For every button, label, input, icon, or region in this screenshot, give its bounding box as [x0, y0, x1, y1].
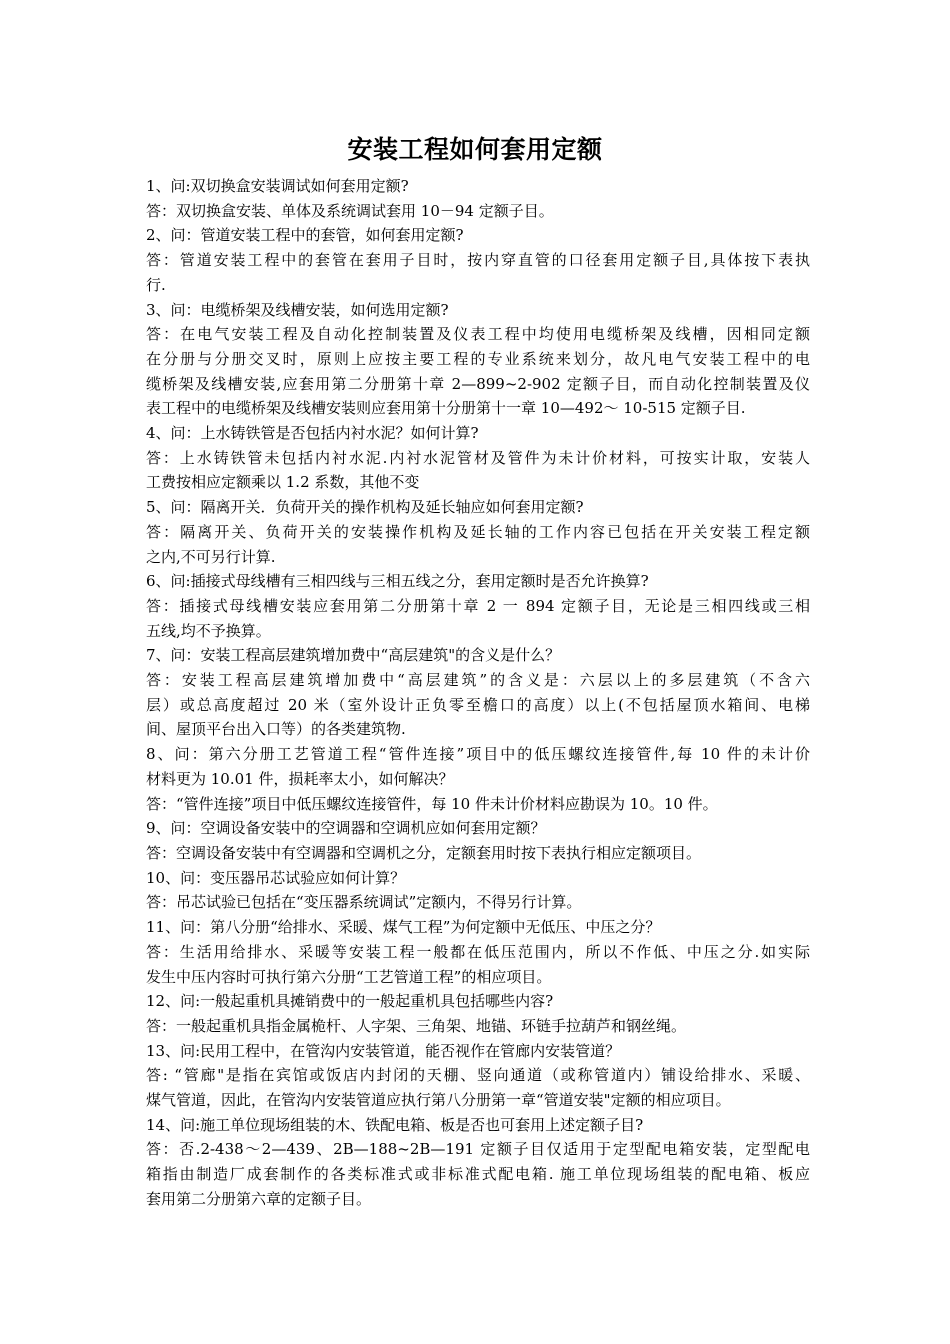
text-line: 煤气管道，因此，在管沟内安装管道应执行第八分册第一章“管道安装"定额的相应项目。 — [146, 1091, 731, 1110]
text-line: 答：吊芯试验已包括在“变压器系统调试”定额内，不得另行计算。 — [146, 893, 582, 912]
text-line: 答：上水铸铁管未包括内衬水泥.内衬水泥管材及管件为未计价材料，可按实计取，安装人 — [146, 448, 810, 467]
text-line: 10、问：变压器吊芯试验应如何计算？ — [146, 868, 406, 887]
text-line: 答：安装工程高层建筑增加费中“高层建筑”的含义是：六层以上的多层建筑（不含六 — [146, 671, 810, 690]
text-line: 层）或总高度超过 20 米（室外设计正负零至檐口的高度）以上(不包括屋顶水箱间、电梯 — [146, 695, 810, 714]
text-line: 表工程中的电缆桥架及线槽安装则应套用第十分册第十一章 10—492～ 10-515 定额子目. — [146, 399, 746, 418]
text-line: 答：隔离开关、负荷开关的安装操作机构及延长轴的工作内容已包括在开关安装工程定额 — [146, 522, 810, 541]
text-line: 间、屋顶平台出入口等）的各类建筑物. — [146, 720, 406, 739]
document-body — [146, 174, 810, 1212]
text-line: 缆桥架及线槽安装,应套用第二分册第十章 2—899~2-902 定额子目，而自动化控制装置及仪 — [146, 374, 810, 393]
document-title: 安装工程如何套用定额 — [347, 135, 603, 164]
text-line: 11、问：第八分册“给排水、采暖、煤气工程”为何定额中无低压、中压之分？ — [146, 918, 661, 937]
text-line: 答：“管件连接”项目中低压螺纹连接管件，每 10 件未计价材料应勘误为 10。10 件。 — [146, 794, 718, 813]
text-line: 答: “管廊"是指在宾馆或饭店内封闭的天棚、竖向通道（或称管道内）铺设给排水、采暖、 — [146, 1066, 810, 1085]
text-line: 3、问：电缆桥架及线槽安装，如何选用定额? — [146, 300, 449, 319]
text-line: 答：空调设备安装中有空调器和空调机之分，定额套用时按下表执行相应定额项目。 — [146, 843, 702, 862]
text-line: 6、问:插接式母线槽有三相四线与三相五线之分，套用定额时是否允许换算? — [146, 572, 649, 591]
text-line: 在分册与分册交叉时，原则上应按主要工程的专业系统来划分，故凡电气安装工程中的电 — [146, 349, 810, 368]
text-line: 8、问：第六分册工艺管道工程“管件连接”项目中的低压螺纹连接管件,每 10 件的未计价 — [146, 745, 810, 764]
text-line: 7、问：安装工程高层建筑增加费中“高层建筑"的含义是什么？ — [146, 646, 561, 665]
text-line: 工费按相应定额乘以 1.2 系数，其他不变 — [146, 473, 420, 492]
text-line: 5、问：隔离开关．负荷开关的操作机构及延长轴应如何套用定额? — [146, 498, 584, 517]
text-line: 答：生活用给排水、采暖等安装工程一般都在低压范围内，所以不作低、中压之分.如实际 — [146, 942, 810, 961]
text-line: 1、问:双切换盒安装调试如何套用定额? — [146, 177, 409, 195]
text-line: 行. — [146, 275, 166, 294]
text-line: 9、问：空调设备安装中的空调器和空调机应如何套用定额？ — [146, 819, 546, 838]
text-line: 13、问:民用工程中，在管沟内安装管道，能否视作在管廊内安装管道？ — [146, 1041, 621, 1060]
text-line: 答：一般起重机具指金属桅杆、人字架、三角架、地锚、环链手拉葫芦和钢丝绳。 — [146, 1016, 687, 1035]
text-line: 4、问：上水铸铁管是否包括内衬水泥？如何计算? — [146, 424, 479, 443]
text-line: 之内,不可另行计算. — [146, 547, 276, 566]
text-line: 答：管道安装工程中的套管在套用子目时，按内穿直管的口径套用定额子目,具体按下表执 — [146, 251, 810, 270]
text-line: 2、问：管道安装工程中的套管，如何套用定额? — [146, 226, 464, 245]
text-line: 答：插接式母线槽安装应套用第二分册第十章 2 一 894 定额子目，无论是三相四线或三相 — [146, 596, 810, 615]
text-line: 14、问:施工单位现场组装的木、铁配电箱、板是否也可套用上述定额子目? — [146, 1115, 644, 1134]
text-line: 套用第二分册第六章的定额子目。 — [146, 1189, 372, 1208]
text-line: 答：双切换盒安装、单体及系统调试套用 10－94 定额子目。 — [146, 201, 554, 220]
text-line: 答：否.2-438～2—439、2B—188~2B—191 定额子目仅适用于定型配电箱安装，定型配电 — [146, 1140, 810, 1159]
text-line: 箱指由制造厂成套制作的各类标准式或非标准式配电箱. 施工单位现场组装的配电箱、板应 — [146, 1165, 810, 1184]
text-line: 发生中压内容时可执行第六分册“工艺管道工程”的相应项目。 — [146, 967, 552, 986]
text-line: 答：在电气安装工程及自动化控制装置及仪表工程中均使用电缆桥架及线槽，因相同定额 — [146, 325, 810, 344]
text-line: 五线,均不予换算。 — [146, 621, 271, 640]
text-line: 12、问:一般起重机具摊销费中的一般起重机具包括哪些内容? — [146, 992, 554, 1011]
text-line: 材料更为 10.01 件，损耗率太小，如何解决？ — [146, 769, 454, 788]
